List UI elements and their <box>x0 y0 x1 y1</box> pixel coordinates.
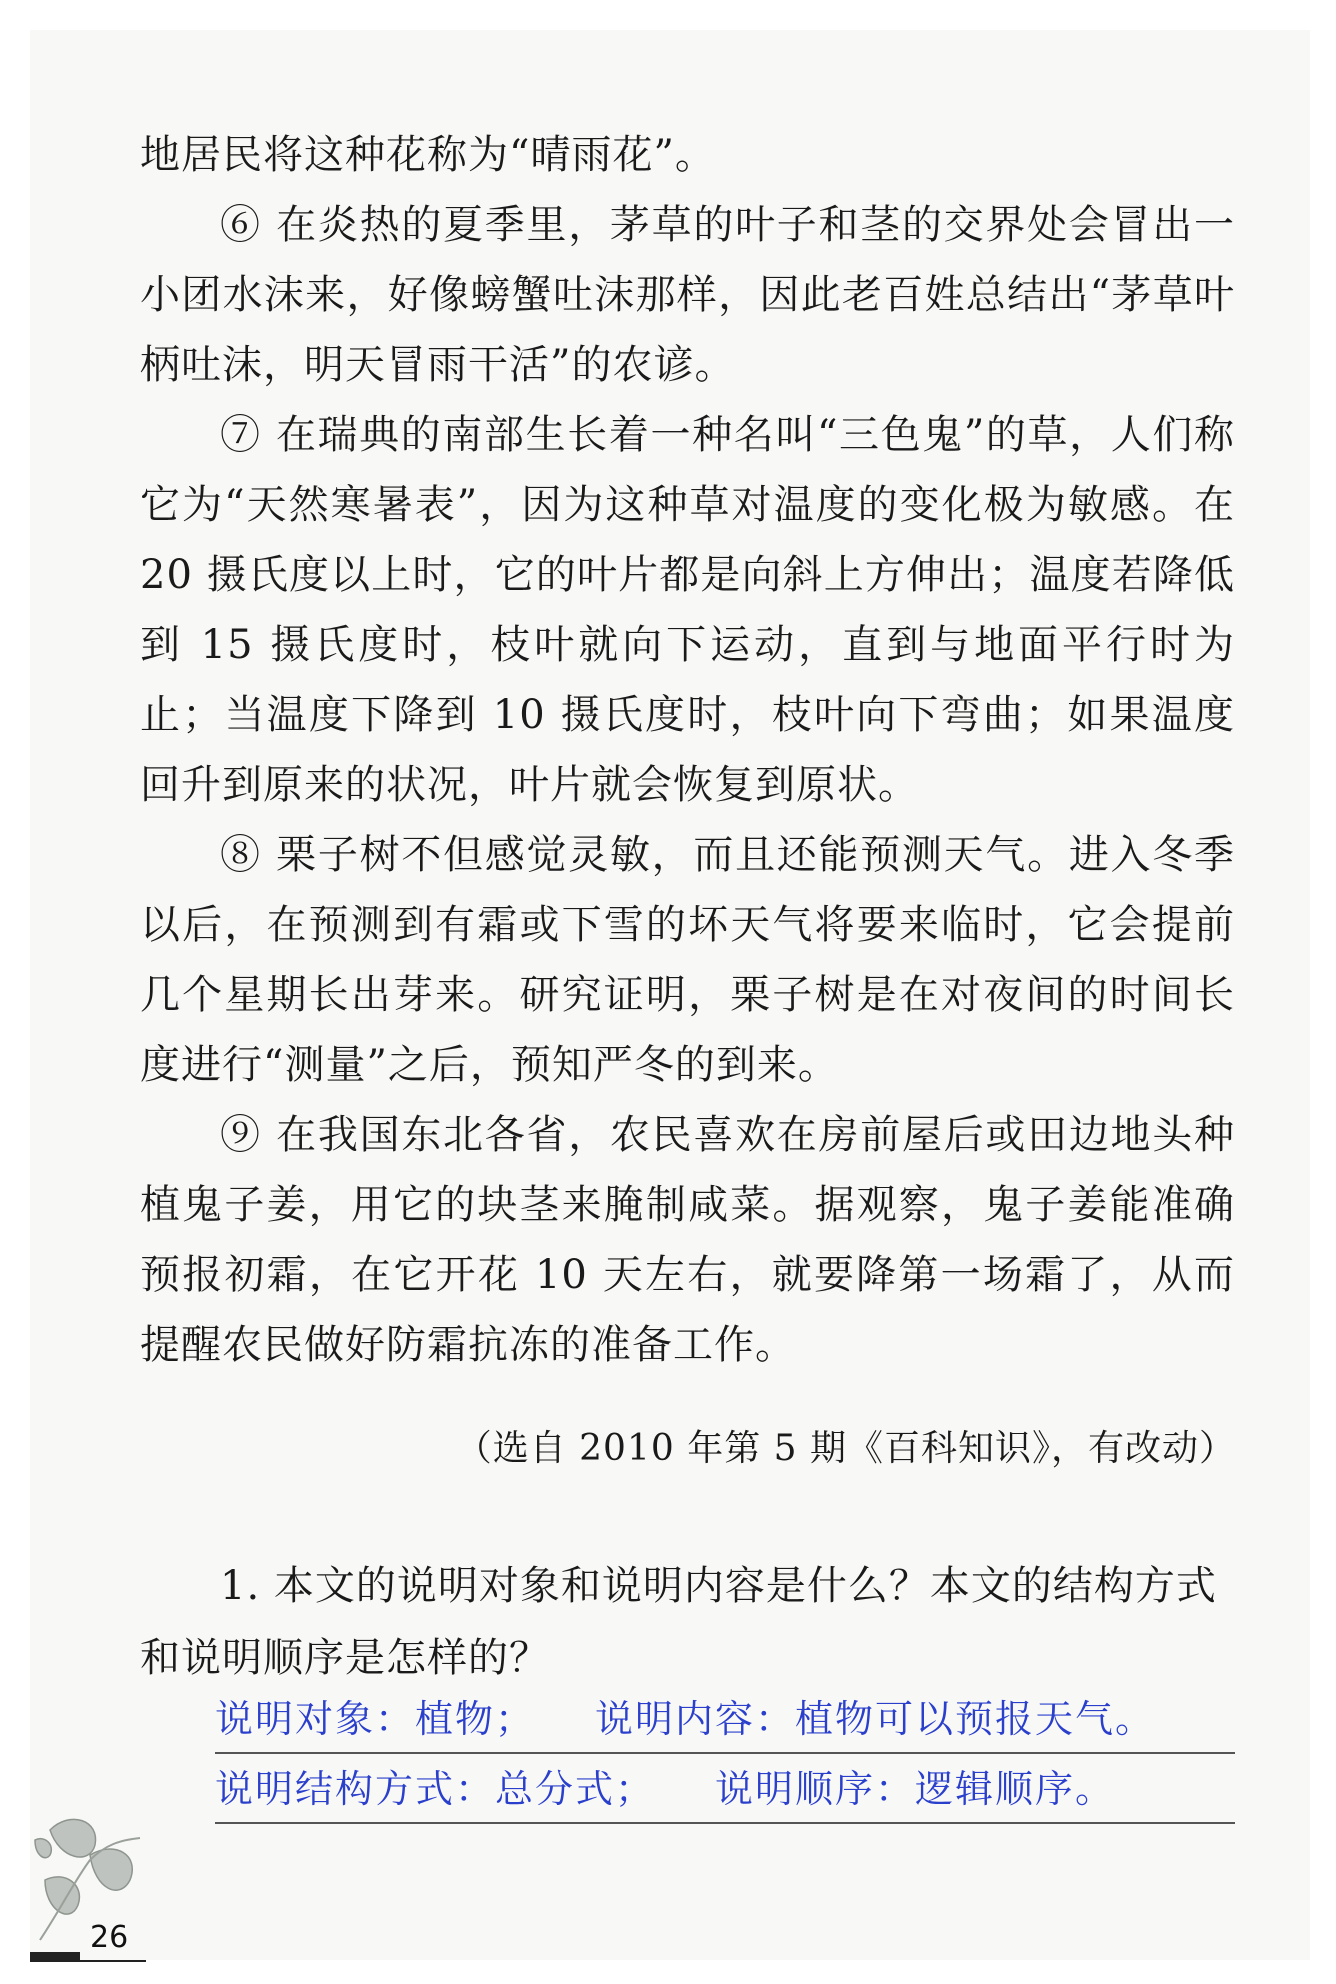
page-number: 26 <box>90 1920 129 1955</box>
answer-order: 说明顺序：逻辑顺序。 <box>715 1767 1116 1811</box>
answer-line-2 <box>215 1760 1235 1824</box>
answer-content: 说明内容：植物可以预报天气。 <box>595 1697 1156 1741</box>
paragraph-5-end: 地居民将这种花称为“晴雨花”。 <box>140 132 716 178</box>
paragraph-6: ⑥ 在炎热的夏季里，茅草的叶子和茎的交界处会冒出一小团水沫来，好像螃蟹吐沫那样，因此老百姓总结出“茅草叶柄吐沫，明天冒雨干活”的农谚。 <box>140 202 1235 388</box>
question-1-prompt: 1. 本文的说明对象和说明内容是什么？本文的结构方式和说明顺序是怎样的？ <box>140 1563 1217 1681</box>
answer-object: 说明对象：植物； <box>215 1697 536 1741</box>
paragraph-7: ⑦ 在瑞典的南部生长着一种名叫“三色鬼”的草，人们称它为“天然寒暑表”，因为这种草对温度的变化极为敏感。在 20 摄氏度以上时，它的叶片都是向斜上方伸出；温度若降低到 15 摄氏度时，枝叶就向下运动，直到与地面平行时为止；当温度下降到 10 摄氏度时，枝叶向下弯曲；如果温度回升到原来的状况，叶片就会恢复到原状。 <box>140 412 1235 808</box>
source-citation: （选自 2010 年第 5 期《百科知识》，有改动） <box>455 1428 1236 1469</box>
answer-structure: 说明结构方式：总分式； <box>215 1767 656 1811</box>
paragraph-9: ⑨ 在我国东北各省，农民喜欢在房前屋后或田边地头种植鬼子姜，用它的块茎来腌制咸菜。据观察，鬼子姜能准确预报初霜，在它开花 10 天左右，就要降第一场霜了，从而提醒农民做好防霜抗冻的准备工作。 <box>140 1112 1235 1368</box>
paragraph-8: ⑧ 栗子树不但感觉灵敏，而且还能预测天气。进入冬季以后，在预测到有霜或下雪的坏天气将要来临时，它会提前几个星期长出芽来。研究证明，栗子树是在对夜间的时间长度进行“测量”之后，预知严冬的到来。 <box>140 832 1235 1088</box>
page-number-bar <box>30 1952 80 1962</box>
page-number-underline <box>80 1960 146 1962</box>
article-body <box>140 120 1235 1380</box>
answer-line-1 <box>215 1690 1235 1754</box>
question-1 <box>140 1550 1235 1694</box>
